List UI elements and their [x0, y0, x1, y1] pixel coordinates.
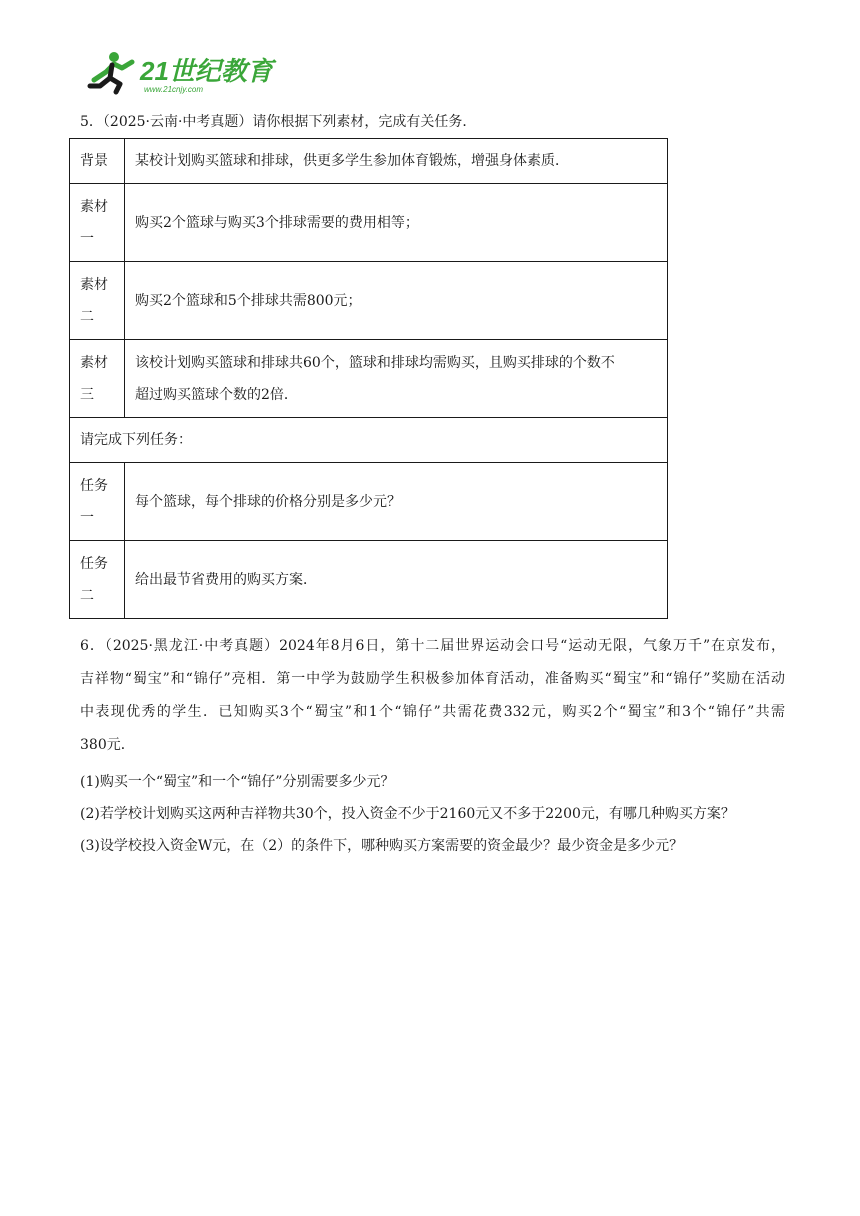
question-6-stem [80, 630, 785, 762]
row-value: 购买2个篮球和5个排球共需800元； [125, 262, 668, 340]
row-value: 每个篮球，每个排球的价格分别是多少元？ [125, 463, 668, 541]
table-row [70, 463, 668, 541]
row-value: 该校计划购买篮球和排球共60个，篮球和排球均需购买，且购买排球的个数不 超过购买篮球个数的2倍． [125, 340, 668, 418]
svg-text:www.21cnjy.com: www.21cnjy.com [144, 85, 203, 94]
table-row [70, 418, 668, 463]
row-value: 购买2个篮球与购买3个排球需要的费用相等； [125, 184, 668, 262]
stem-line: 中表现优秀的学生．已知购买3个“蜀宝”和1个“锦仔”共需花费332元，购买2个“蜀宝”和3个“锦仔”共需 [80, 704, 785, 720]
row-key: 素材 一 [70, 184, 125, 262]
question-5-intro: 5．（2025·云南·中考真题）请你根据下列素材，完成有关任务． [80, 114, 477, 130]
logo [88, 50, 273, 94]
question-6-part-1: (1)购买一个“蜀宝”和一个“锦仔”分别需要多少元？ [80, 774, 395, 790]
table-row [70, 139, 668, 184]
row-full: 请完成下列任务： [70, 418, 668, 463]
table-row [70, 340, 668, 418]
materials-table [69, 138, 668, 619]
stem-line: 6．（2025·黑龙江·中考真题）2024年8月6日，第十二届世界运动会口号“运动无限，气象万千”在京发布， [80, 638, 785, 654]
stem-line: 380元． [80, 737, 135, 753]
row-key: 素材 二 [70, 262, 125, 340]
row-key: 任务 一 [70, 463, 125, 541]
table-row [70, 184, 668, 262]
row-key: 背景 [70, 139, 125, 184]
row-key: 任务 二 [70, 541, 125, 619]
table-row [70, 262, 668, 340]
question-6-part-2: (2)若学校计划购买这两种吉祥物共30个，投入资金不少于2160元又不多于2200元，有哪几种购买方案？ [80, 806, 735, 822]
runner-logo-icon [88, 50, 273, 94]
svg-text:21世纪教育: 21世纪教育 [140, 56, 273, 86]
row-key: 素材 三 [70, 340, 125, 418]
stem-line: 吉祥物“蜀宝”和“锦仔”亮相．第一中学为鼓励学生积极参加体育活动，准备购买“蜀宝”和“锦仔”奖励在活动 [80, 671, 785, 687]
question-6-part-3: (3)设学校投入资金W元，在（2）的条件下，哪种购买方案需要的资金最少？最少资金是多少元？ [80, 838, 684, 854]
row-value: 某校计划购买篮球和排球，供更多学生参加体育锻炼，增强身体素质． [125, 139, 668, 184]
table-row [70, 541, 668, 619]
row-value: 给出最节省费用的购买方案． [125, 541, 668, 619]
